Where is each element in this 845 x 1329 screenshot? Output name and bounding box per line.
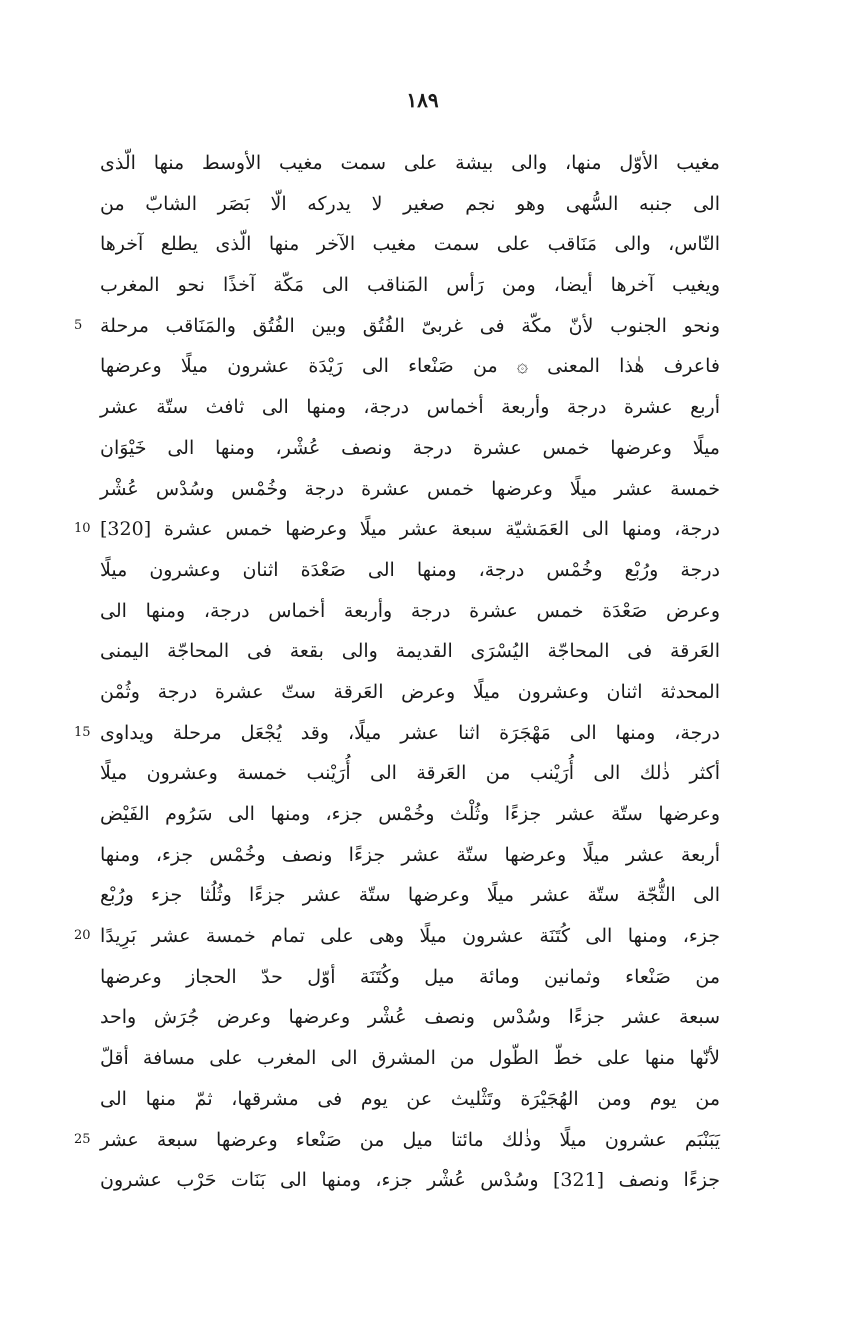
line-text: الى جنبه السُّهى وهو نجم صغير لا يدركه الّا بَصَر الشابّ من bbox=[100, 192, 720, 215]
line-text: سبعة عشر جزءًا وسُدْس ونصف عُشْر وعرضها وعرض جُرَش واحد bbox=[100, 1006, 720, 1029]
text-line bbox=[100, 835, 720, 876]
line-text: درجة، ومنها الى مَهْجَرَة اثنا عشر ميلًا، وقد يُجْعَل مرحلة ويداوى bbox=[100, 721, 720, 744]
text-line bbox=[100, 591, 720, 632]
line-number: 15 bbox=[74, 724, 91, 740]
text-line bbox=[100, 428, 720, 469]
line-text: من يوم ومن الهُجَيْرَة وتَثْليث عن يوم فى مشرقها، ثمّ منها الى bbox=[100, 1087, 720, 1110]
line-text: لأنّها منها على خطّ الطّول من المشرق الى المغرب على مسافة أقلّ bbox=[100, 1047, 720, 1070]
text-line bbox=[100, 1160, 720, 1201]
text-line bbox=[74, 713, 720, 754]
line-text: أكثر ذٰلك الى أُرَيْنب من العَرقة الى أُرَيْنب خمسة وعشرون ميلًا bbox=[100, 762, 720, 785]
text-line bbox=[100, 957, 720, 998]
text-line bbox=[74, 916, 720, 957]
line-text: وعرضها ستّة عشر جزءًا وثُلْث وخُمْس جزء، ومنها الى سَرُوم الفَيْض bbox=[100, 803, 720, 825]
line-text: ويغيب آخرها أيضا، ومن رَأس المَناقب الى مَكّة آخذًا نحو المغرب bbox=[100, 274, 720, 297]
text-line bbox=[74, 306, 720, 347]
line-text: جزء، ومنها الى كُتَنَة عشرون ميلًا وهى على تمام خمسة عشر بَرِيدًا bbox=[100, 925, 720, 948]
text-line bbox=[100, 550, 720, 591]
line-text: ونحو الجنوب لأنّ مكّة فى غربىّ الفُتُق وبين الفُتُق والمَنَاقب مرحلة bbox=[100, 314, 720, 337]
line-number: 10 bbox=[74, 521, 91, 537]
line-text: ميلًا وعرضها خمس عشرة درجة ونصف عُشْر، ومنها الى خَيْوَان bbox=[100, 436, 720, 459]
line-text: جزءًا ونصف [321] وسُدْس عُشْر جزء، ومنها الى بَنَات حَرْب عشرون bbox=[100, 1169, 720, 1192]
text-line bbox=[100, 387, 720, 428]
line-text: وعرض صَعْدَة خمس عشرة درجة وأربعة أخماس درجة، ومنها الى bbox=[100, 599, 720, 622]
text-line bbox=[100, 184, 720, 225]
text-line bbox=[74, 1120, 720, 1161]
text-line bbox=[100, 143, 720, 184]
line-text: خمسة عشر ميلًا وعرضها خمس عشرة درجة وخُمْس وسُدْس عُشْر bbox=[100, 477, 720, 500]
page-number: ١٨٩ bbox=[406, 88, 439, 112]
text-line bbox=[100, 997, 720, 1038]
line-text: من صَنْعاء وثمانين ومائة ميل وكُتَنَة أوّل حدّ الحجاز وعرضها bbox=[100, 965, 720, 988]
text-line bbox=[100, 224, 720, 265]
text-line bbox=[100, 794, 720, 835]
text-line bbox=[100, 672, 720, 713]
text-line bbox=[100, 753, 720, 794]
text-line bbox=[74, 509, 720, 550]
line-text: أربعة عشر ميلًا وعرضها ستّة عشر جزءًا ونصف وخُمْس جزء، ومنها bbox=[100, 843, 720, 866]
line-text: أربع عشرة درجة وأربعة أخماس درجة، ومنها الى ثافث ستّة عشر bbox=[100, 396, 720, 419]
text-line bbox=[100, 1079, 720, 1120]
line-text: العَرقة فى المحاجّة اليُسْرَى القديمة والى بقعة فى المحاجّة اليمنى bbox=[100, 640, 720, 663]
line-number: 25 bbox=[74, 1131, 91, 1147]
text-line bbox=[100, 346, 720, 387]
text-body bbox=[74, 143, 720, 1201]
text-line bbox=[100, 469, 720, 510]
line-text: درجة، ومنها الى العَمَشيّة سبعة عشر ميلًا وعرضها خمس عشرة [320] bbox=[100, 518, 720, 541]
line-number: 20 bbox=[74, 928, 91, 944]
line-text: الى الثُّجّة ستّة عشر ميلًا وعرضها ستّة عشر جزءًا وثُلُثا جزء ورُبْع bbox=[100, 884, 720, 907]
line-text: درجة ورُبْع وخُمْس درجة، ومنها الى صَعْدَة اثنان وعشرون ميلًا bbox=[100, 558, 720, 581]
line-text: يَبَنْبَم عشرون ميلًا وذٰلك مائتا ميل من صَنْعاء وعرضها سبعة عشر bbox=[100, 1128, 720, 1151]
text-line bbox=[100, 875, 720, 916]
line-number: 5 bbox=[74, 317, 83, 333]
text-line bbox=[100, 265, 720, 306]
text-line bbox=[100, 1038, 720, 1079]
line-text: النّاس، والى مَنَاقب على سمت مغيب الآخر منها الّذى يطلع آخرها bbox=[100, 233, 720, 256]
line-text: مغيب الأوّل منها، والى بيشة على سمت مغيب الأوسط منها الّذى bbox=[100, 152, 720, 174]
line-text: المحدثة اثنان وعشرون ميلًا وعرض العَرقة ستّ عشرة درجة وثُمْن bbox=[100, 680, 720, 703]
text-line bbox=[100, 631, 720, 672]
line-text: فاعرف هٰذا المعنى ۞ من صَنْعاء الى رَيْدَة عشرون ميلًا وعرضها bbox=[100, 355, 720, 378]
